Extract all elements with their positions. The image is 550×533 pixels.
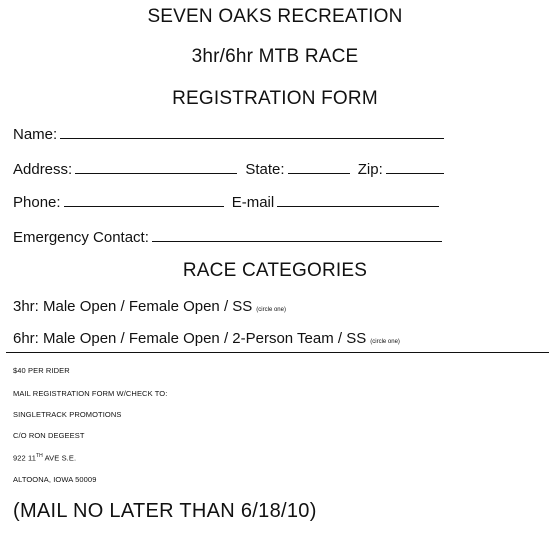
- divider: [6, 352, 549, 353]
- address-field[interactable]: [75, 159, 237, 174]
- email-field[interactable]: [277, 192, 439, 207]
- fee-text: $40 PER RIDER: [13, 366, 70, 375]
- attn-name: C/O RON DEGEEST: [13, 431, 85, 440]
- name-row: [13, 124, 448, 143]
- phone-label: Phone:: [13, 194, 61, 211]
- form-title: REGISTRATION FORM: [172, 88, 378, 109]
- street-rest: AVE S.E.: [42, 453, 77, 463]
- phone-row: [13, 192, 443, 211]
- category-6hr: [13, 330, 400, 347]
- street-suffix: TH: [35, 453, 43, 459]
- name-field[interactable]: [60, 124, 444, 139]
- mail-instruction: MAIL REGISTRATION FORM W/CHECK TO:: [13, 389, 168, 398]
- circle-note: (circle one): [370, 339, 400, 345]
- categories-heading: RACE CATEGORIES: [182, 260, 368, 281]
- state-label: State:: [245, 161, 285, 178]
- emergency-label: Emergency Contact:: [13, 229, 149, 246]
- zip-label: Zip:: [357, 161, 383, 178]
- city-state-zip: ALTOONA, IOWA 50009: [13, 475, 97, 484]
- emergency-row: [13, 227, 446, 246]
- circle-note: (circle one): [256, 307, 286, 313]
- category-3hr: [13, 298, 286, 315]
- emergency-field[interactable]: [152, 227, 442, 242]
- zip-field[interactable]: [386, 159, 444, 174]
- name-label: Name:: [13, 126, 58, 143]
- state-field[interactable]: [288, 159, 350, 174]
- address-label: Address:: [13, 161, 73, 178]
- race-title: 3hr/6hr MTB RACE: [191, 46, 359, 67]
- mail-deadline: (MAIL NO LATER THAN 6/18/10): [13, 500, 317, 522]
- phone-field[interactable]: [64, 192, 224, 207]
- email-label: E-mail: [231, 194, 275, 211]
- category-6hr-text: 6hr: Male Open / Female Open / 2-Person Team / SS: [13, 330, 367, 347]
- category-3hr-text: 3hr: Male Open / Female Open / SS: [13, 298, 253, 315]
- street-number: 922 11: [13, 453, 36, 463]
- address-row: [13, 159, 448, 178]
- org-name: SINGLETRACK PROMOTIONS: [13, 410, 122, 419]
- street-address: [13, 453, 76, 463]
- org-title: SEVEN OAKS RECREATION: [147, 6, 403, 27]
